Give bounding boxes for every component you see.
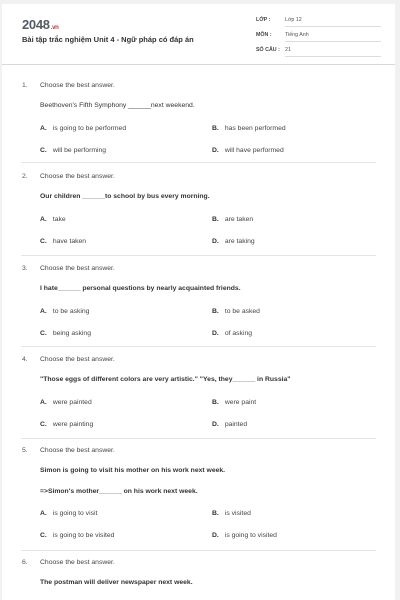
option-b[interactable]: B. has been performed [212, 125, 286, 132]
option-a[interactable]: A. is going to be performed [40, 125, 127, 132]
meta-count-value: 21 [285, 47, 291, 53]
question-number: 2. [22, 173, 28, 180]
question-instruction: Choose the best answer. [40, 82, 115, 89]
question-stem: Simon is going to visit his mother on his work next week. [40, 467, 226, 474]
question-instruction: Choose the best answer. [40, 447, 115, 454]
question-stem: "Those eggs of different colors are very artistic." "Yes, they______ in Russia" [40, 376, 291, 383]
option-d[interactable]: D. of asking [212, 330, 253, 337]
divider [21, 162, 376, 163]
divider [21, 255, 376, 256]
divider [21, 346, 376, 347]
option-b[interactable]: B. are taken [212, 216, 254, 223]
option-b[interactable]: B. to be asked [212, 308, 260, 315]
option-a[interactable]: A. take [40, 216, 66, 223]
divider [21, 550, 376, 551]
option-c[interactable]: C. will be performing [40, 147, 107, 154]
meta-subject-label: MÔN : [256, 32, 272, 38]
meta-class-value: Lớp 12 [285, 17, 302, 23]
question-stem: Our children ______to school by bus every morning. [40, 193, 210, 200]
divider [285, 26, 381, 27]
option-c[interactable]: C. is going to be visited [40, 532, 115, 539]
option-b[interactable]: B. is visited [212, 510, 251, 517]
question-number: 4. [22, 356, 28, 363]
option-d[interactable]: D. will have performed [212, 147, 284, 154]
option-c[interactable]: C. were painting [40, 421, 94, 428]
divider [285, 56, 381, 57]
question-instruction: Choose the best answer. [40, 265, 115, 272]
divider [21, 438, 376, 439]
worksheet-header [2, 4, 395, 65]
question-stem: The postman will deliver newspaper next week. [40, 579, 193, 586]
option-c[interactable]: C. have taken [40, 238, 87, 245]
option-b[interactable]: B. were paint [212, 399, 257, 406]
question-stem: Beethoven's Fifth Symphony ______next weekend. [40, 102, 195, 109]
meta-class-label: LỚP : [256, 17, 271, 23]
question-number: 6. [22, 559, 28, 566]
option-d[interactable]: D. painted [212, 421, 248, 428]
question-number: 5. [22, 447, 28, 454]
option-a[interactable]: A. is going to visit [40, 510, 98, 517]
worksheet-page [2, 4, 395, 600]
question-number: 3. [22, 265, 28, 272]
site-logo[interactable]: 2048.vn [22, 17, 59, 32]
question-instruction: Choose the best answer. [40, 559, 115, 566]
question-stem-rewrite: =>Simon's mother______ on his work next week. [40, 488, 198, 495]
question-stem: I hate______ personal questions by nearly acquainted friends. [40, 285, 241, 292]
option-d[interactable]: D. is going to visited [212, 532, 277, 539]
question-number: 1. [22, 82, 28, 89]
option-a[interactable]: A. were painted [40, 399, 92, 406]
question-instruction: Choose the best answer. [40, 356, 115, 363]
meta-count-label: SỐ CÂU : [256, 47, 280, 53]
page-title: Bài tập trắc nghiệm Unit 4 - Ngữ pháp có đáp án [22, 35, 194, 44]
meta-subject-value: Tiếng Anh [285, 32, 309, 38]
divider [285, 41, 381, 42]
option-d[interactable]: D. are taking [212, 238, 255, 245]
question-instruction: Choose the best answer. [40, 173, 115, 180]
option-c[interactable]: C. being asking [40, 330, 91, 337]
option-a[interactable]: A. to be asking [40, 308, 90, 315]
